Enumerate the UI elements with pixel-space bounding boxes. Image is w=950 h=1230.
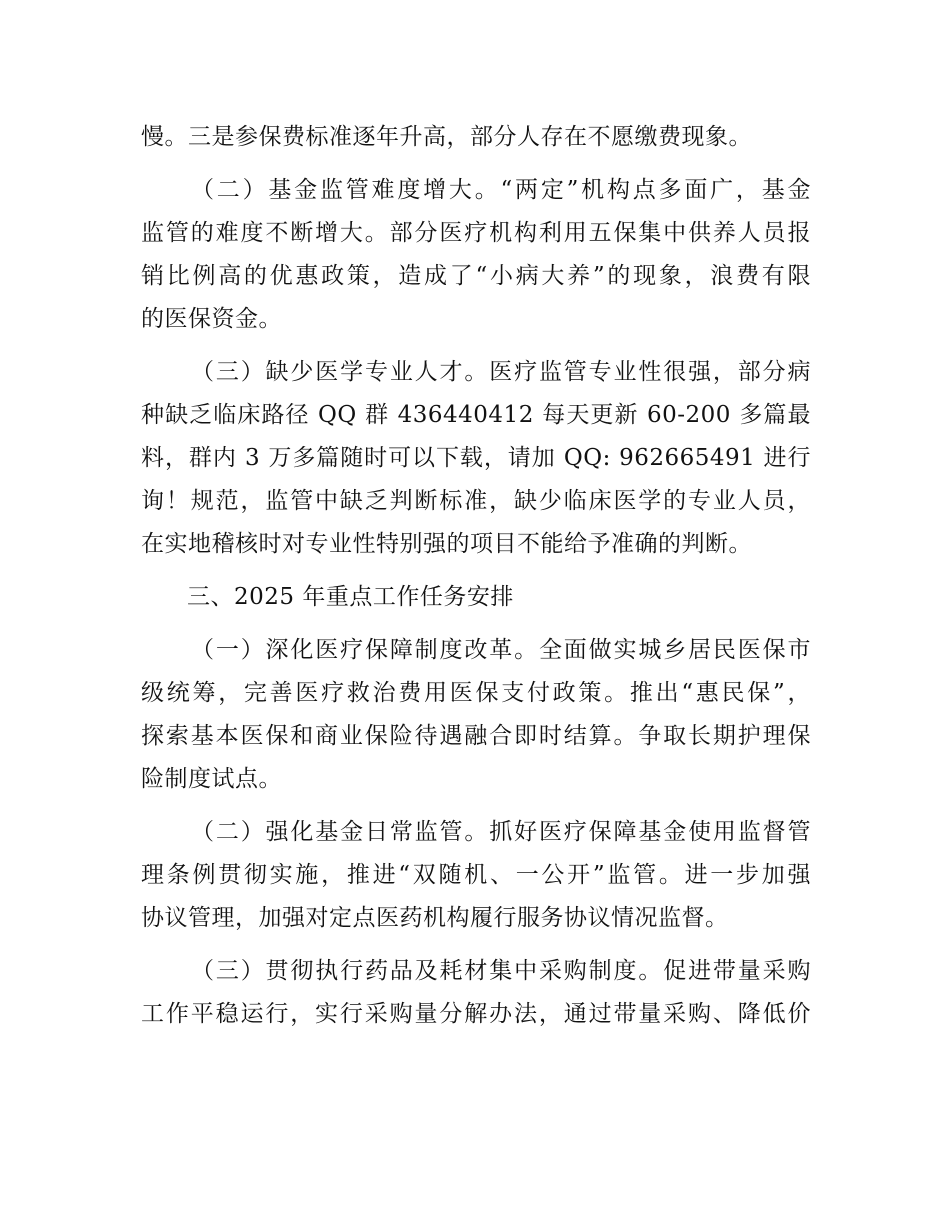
paragraph-line: （一）深化医疗保障制度改革。全面做实城乡居民医保市	[191, 637, 811, 663]
paragraph-line: 协议管理，加强对定点医药机构履行服务协议情况监督。	[141, 905, 729, 931]
paragraph-line: 理条例贯彻实施，推进“双随机、一公开”监管。进一步加强	[141, 862, 811, 888]
paragraph-line: （三）贯彻执行药品及耗材集中采购制度。促进带量采购	[191, 958, 811, 984]
paragraph-line: 询！规范，监管中缺乏判断标准，缺少临床医学的专业人员，	[141, 488, 811, 514]
paragraph-line: （二）强化基金日常监管。抓好医疗保障基金使用监督管	[191, 819, 811, 845]
paragraph-line: 工作平稳运行，实行采购量分解办法，通过带量采购、降低价	[141, 1001, 811, 1027]
paragraph-line: 在实地稽核时对专业性特别强的项目不能给予准确的判断。	[141, 531, 752, 557]
paragraph-line: 险制度试点。	[141, 766, 282, 792]
paragraph-line: （二）基金监管难度增大。“两定”机构点多面广，基金	[191, 177, 811, 203]
paragraph-line: 慢。三是参保费标准逐年升高，部分人存在不愿缴费现象。	[141, 124, 752, 150]
paragraph-line: 销比例高的优惠政策，造成了“小病大养”的现象，浪费有限	[141, 263, 811, 289]
paragraph-line: 级统筹，完善医疗救治费用医保支付政策。推出“惠民保”，	[141, 680, 811, 706]
paragraph-line: （三）缺少医学专业人才。医疗监管专业性很强，部分病	[191, 359, 811, 385]
paragraph-line: 种缺乏临床路径 QQ 群 436440412 每天更新 60-200 多篇最	[141, 402, 811, 428]
document-body	[141, 116, 811, 1036]
paragraph-line: 料，群内 3 万多篇随时可以下载，请加 QQ: 962665491 进行	[141, 445, 811, 471]
paragraph-line: 的医保资金。	[141, 306, 282, 332]
paragraph-line: 探索基本医保和商业保险待遇融合即时结算。争取长期护理保	[141, 723, 811, 749]
paragraph-line: 监管的难度不断增大。部分医疗机构利用五保集中供养人员报	[141, 220, 811, 246]
section-heading: 三、2025 年重点工作任务安排	[187, 584, 514, 610]
